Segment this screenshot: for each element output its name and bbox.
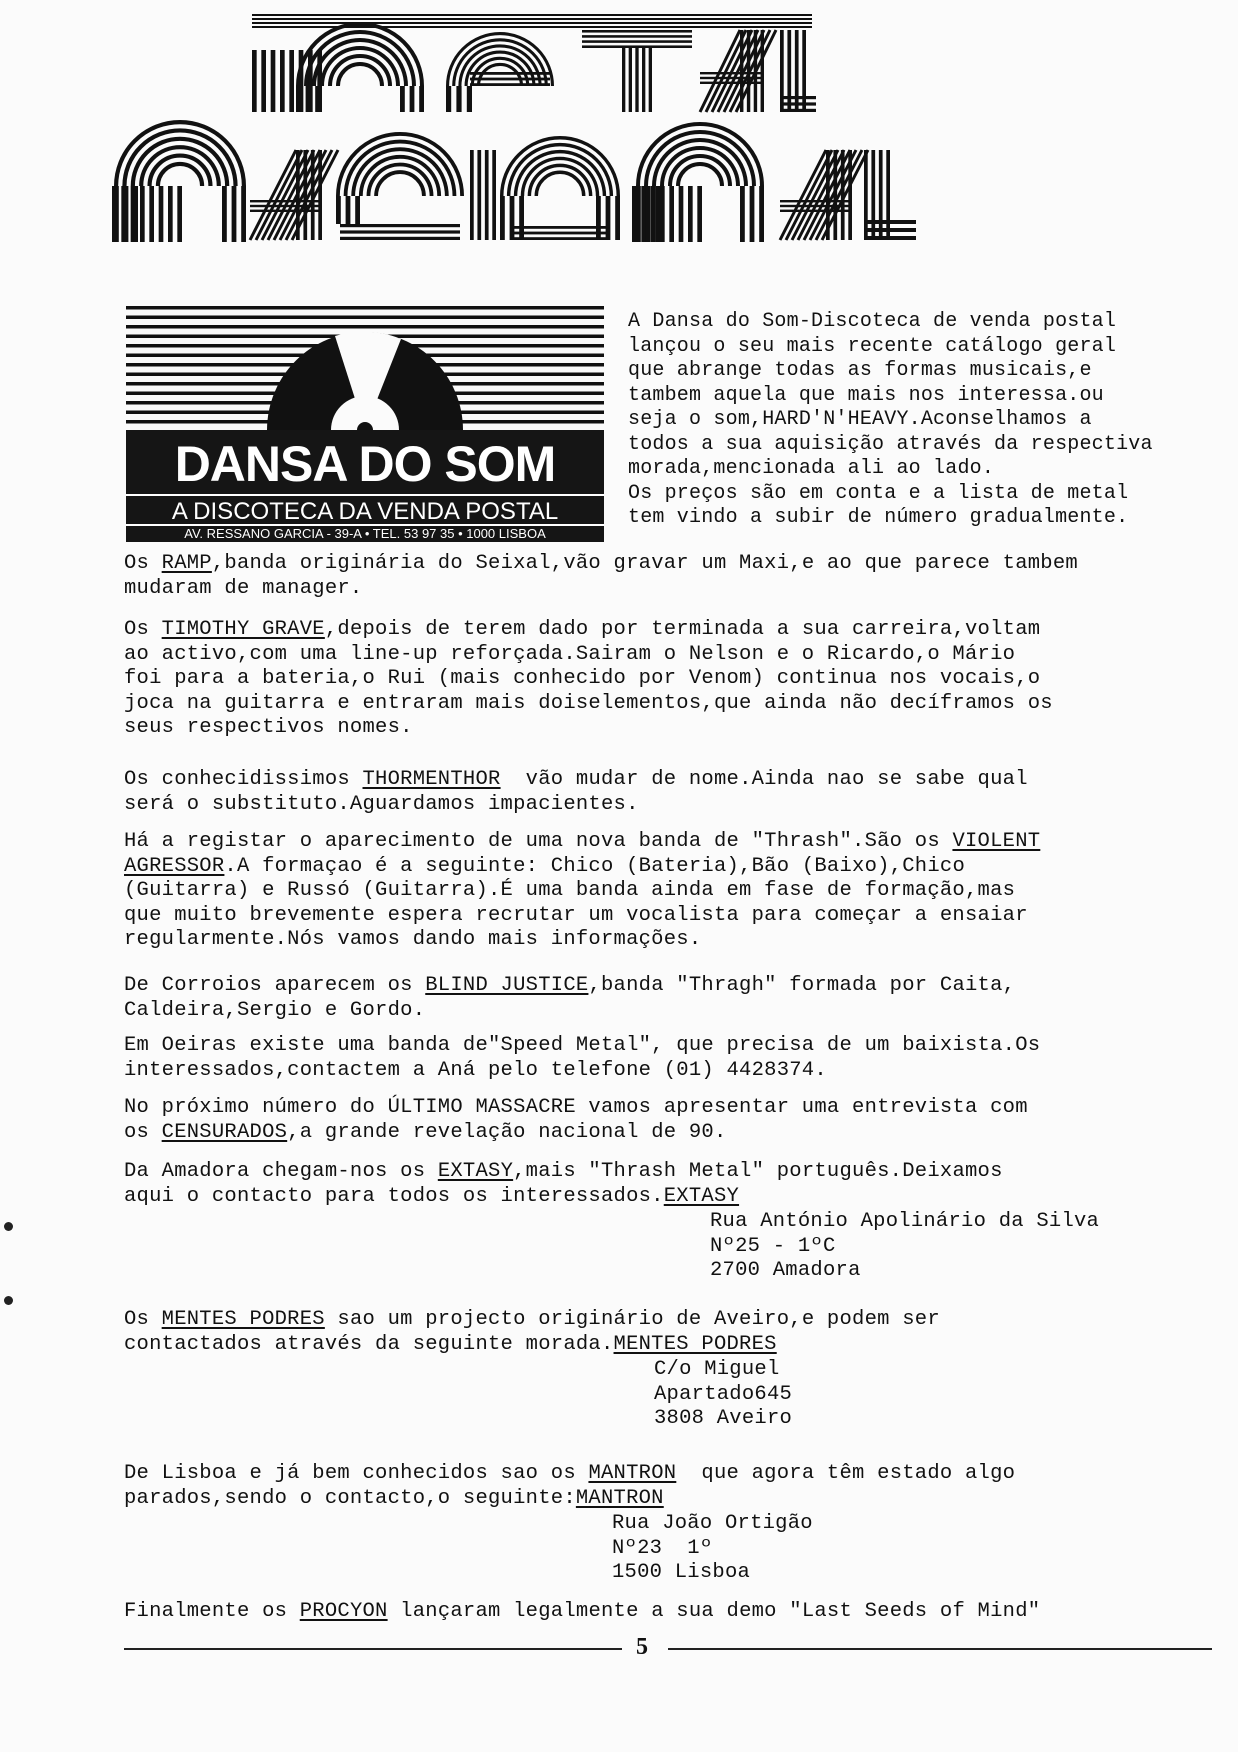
intro-text <box>628 310 1228 531</box>
band-name: PROCYON <box>299 1600 388 1623</box>
ad-store-name: DANSA DO SOM <box>174 436 556 492</box>
text: Os conhecidissimos <box>124 768 363 791</box>
record-icon <box>126 306 604 430</box>
text: Os <box>124 618 162 641</box>
text: que agora têm estado algo parados,sendo o contacto,o seguinte: <box>124 1462 1016 1510</box>
intro-line: A Dansa do Som-Discoteca de venda postal <box>628 310 1117 333</box>
band-name: THORMENTHOR <box>362 768 501 791</box>
text: ,depois de terem dado por terminada a sua carreira,voltam ao activo,com uma line-up reforçada.Sairam o Nelson e o Ricardo,o Mário foi para a bateria,o Rui (mais conhecido por Venom) continua nos vocais,o joca na guitarra e entraram mais doiselementos,que ainda não decíframos os seus respectivos nomes. <box>124 618 1053 739</box>
text: Os <box>124 552 162 575</box>
intro-line: todos a sua aquisição através da respectiva <box>628 432 1153 456</box>
paragraph-mantron <box>124 1462 1015 1511</box>
dansa-do-som-ad <box>126 306 604 542</box>
text: ,banda "Thragh" formada por Caita, Caldeira,Sergio e Gordo. <box>124 974 1016 1022</box>
masthead <box>0 0 1238 270</box>
paragraph-extasy <box>124 1160 1003 1209</box>
text: ,mais "Thrash Metal" português.Deixamos aqui o contacto para todos os interessados. <box>124 1160 1003 1208</box>
paragraph-oeiras <box>124 1034 1040 1083</box>
band-name: CENSURADOS <box>161 1120 288 1144</box>
paragraph-blind-justice <box>124 974 1015 1023</box>
band-name: MANTRON <box>588 1462 677 1485</box>
masthead-lettering <box>0 0 1238 270</box>
address-mantron: Rua João Ortigão Nº23 1º 1500 Lisboa <box>612 1512 813 1584</box>
intro-line: seja o som,HARD'N'HEAVY.Aconselhamos a <box>628 408 1092 431</box>
band-name: EXTASY <box>663 1184 740 1208</box>
text: Os <box>124 1308 162 1331</box>
text: vão mudar de nome.Ainda nao se sabe qual será o substituto.Aguardamos impacientes. <box>124 768 1028 816</box>
footer-rule-left <box>124 1648 622 1650</box>
intro-line: lançou o seu mais recente catálogo geral <box>628 334 1117 358</box>
text: De Corroios aparecem os <box>124 974 426 997</box>
band-name: AGRESSOR <box>124 854 225 878</box>
band-name: MENTES PODRES <box>613 1332 777 1356</box>
address-extasy: Rua António Apolinário da Silva Nº25 - 1ºC 2700 Amadora <box>710 1210 1100 1282</box>
paragraph-thormenthor <box>124 768 1028 817</box>
punch-hole-mark <box>4 1222 13 1231</box>
text: lançaram legalmente a sua demo "Last Seeds of Mind" <box>387 1600 1041 1623</box>
address-mentes-podres: C/o Miguel Apartado645 3808 Aveiro <box>654 1358 793 1430</box>
band-name: MANTRON <box>575 1486 664 1510</box>
paragraph-mentes-podres <box>124 1308 940 1357</box>
text: .A formaçao é a seguinte: Chico (Bateria),Bão (Baixo),Chico (Guitarra) e Russó (Guitarra).É uma banda ainda em fase de formação,mas que muito brevemente espera recrutar um vocalista para começar a ensaiar regularmente.Nós vamos dando mais informações. <box>124 854 1028 951</box>
text: ,banda originária do Seixal,vão gravar um Maxi,e ao que parece tambem mudaram de manager. <box>124 552 1078 600</box>
band-name: VIOLENT <box>952 830 1041 853</box>
ad-banner <box>126 430 604 542</box>
text: sao um projecto originário de Aveiro,e podem ser contactados através da seguinte morada. <box>124 1308 940 1356</box>
intro-line: tambem aquela que mais nos interessa.ou <box>628 383 1104 407</box>
band-name: TIMOTHY GRAVE <box>161 618 325 641</box>
text: ,a grande revelação nacional de 90. <box>287 1120 727 1144</box>
ad-subtitle: A DISCOTECA DA VENDA POSTAL <box>126 494 604 526</box>
text: No próximo número do ÚLTIMO MASSACRE vamos apresentar uma entrevista com os <box>124 1096 1028 1144</box>
punch-hole-mark <box>4 1296 13 1305</box>
band-name: MENTES PODRES <box>161 1308 325 1331</box>
band-name: BLIND JUSTICE <box>425 974 589 997</box>
paragraph-censurados <box>124 1096 1028 1145</box>
intro-line: que abrange todas as formas musicais,e <box>628 359 1092 382</box>
intro-line: Os preços são em conta e a lista de metal <box>628 481 1129 505</box>
band-name: EXTASY <box>437 1160 514 1183</box>
footer-rule-right <box>668 1648 1212 1650</box>
text: Em Oeiras existe uma banda de"Speed Metal", que precisa de um baixista.Os interessados,contactem a Aná pelo telefone (01) 4428374. <box>124 1034 1041 1082</box>
ad-address: AV. RESSANO GARCIA - 39-A • TEL. 53 97 35 • 1000 LISBOA <box>126 524 604 542</box>
intro-line: tem vindo a subir de número gradualmente. <box>628 506 1129 529</box>
paragraph-timothy-grave <box>124 618 1053 741</box>
text: Da Amadora chegam-nos os <box>124 1160 438 1183</box>
page-number: 5 <box>636 1634 648 1660</box>
band-name: RAMP <box>161 552 212 575</box>
paragraph-ramp <box>124 552 1078 601</box>
paragraph-procyon <box>124 1600 1040 1625</box>
paragraph-violent-agressor <box>124 830 1040 953</box>
text: Finalmente os <box>124 1600 300 1623</box>
intro-line: morada,mencionada ali ao lado. <box>628 457 995 480</box>
text: Há a registar o aparecimento de uma nova banda de "Thrash".São os <box>124 830 953 853</box>
text: De Lisboa e já bem conhecidos sao os <box>124 1462 589 1485</box>
